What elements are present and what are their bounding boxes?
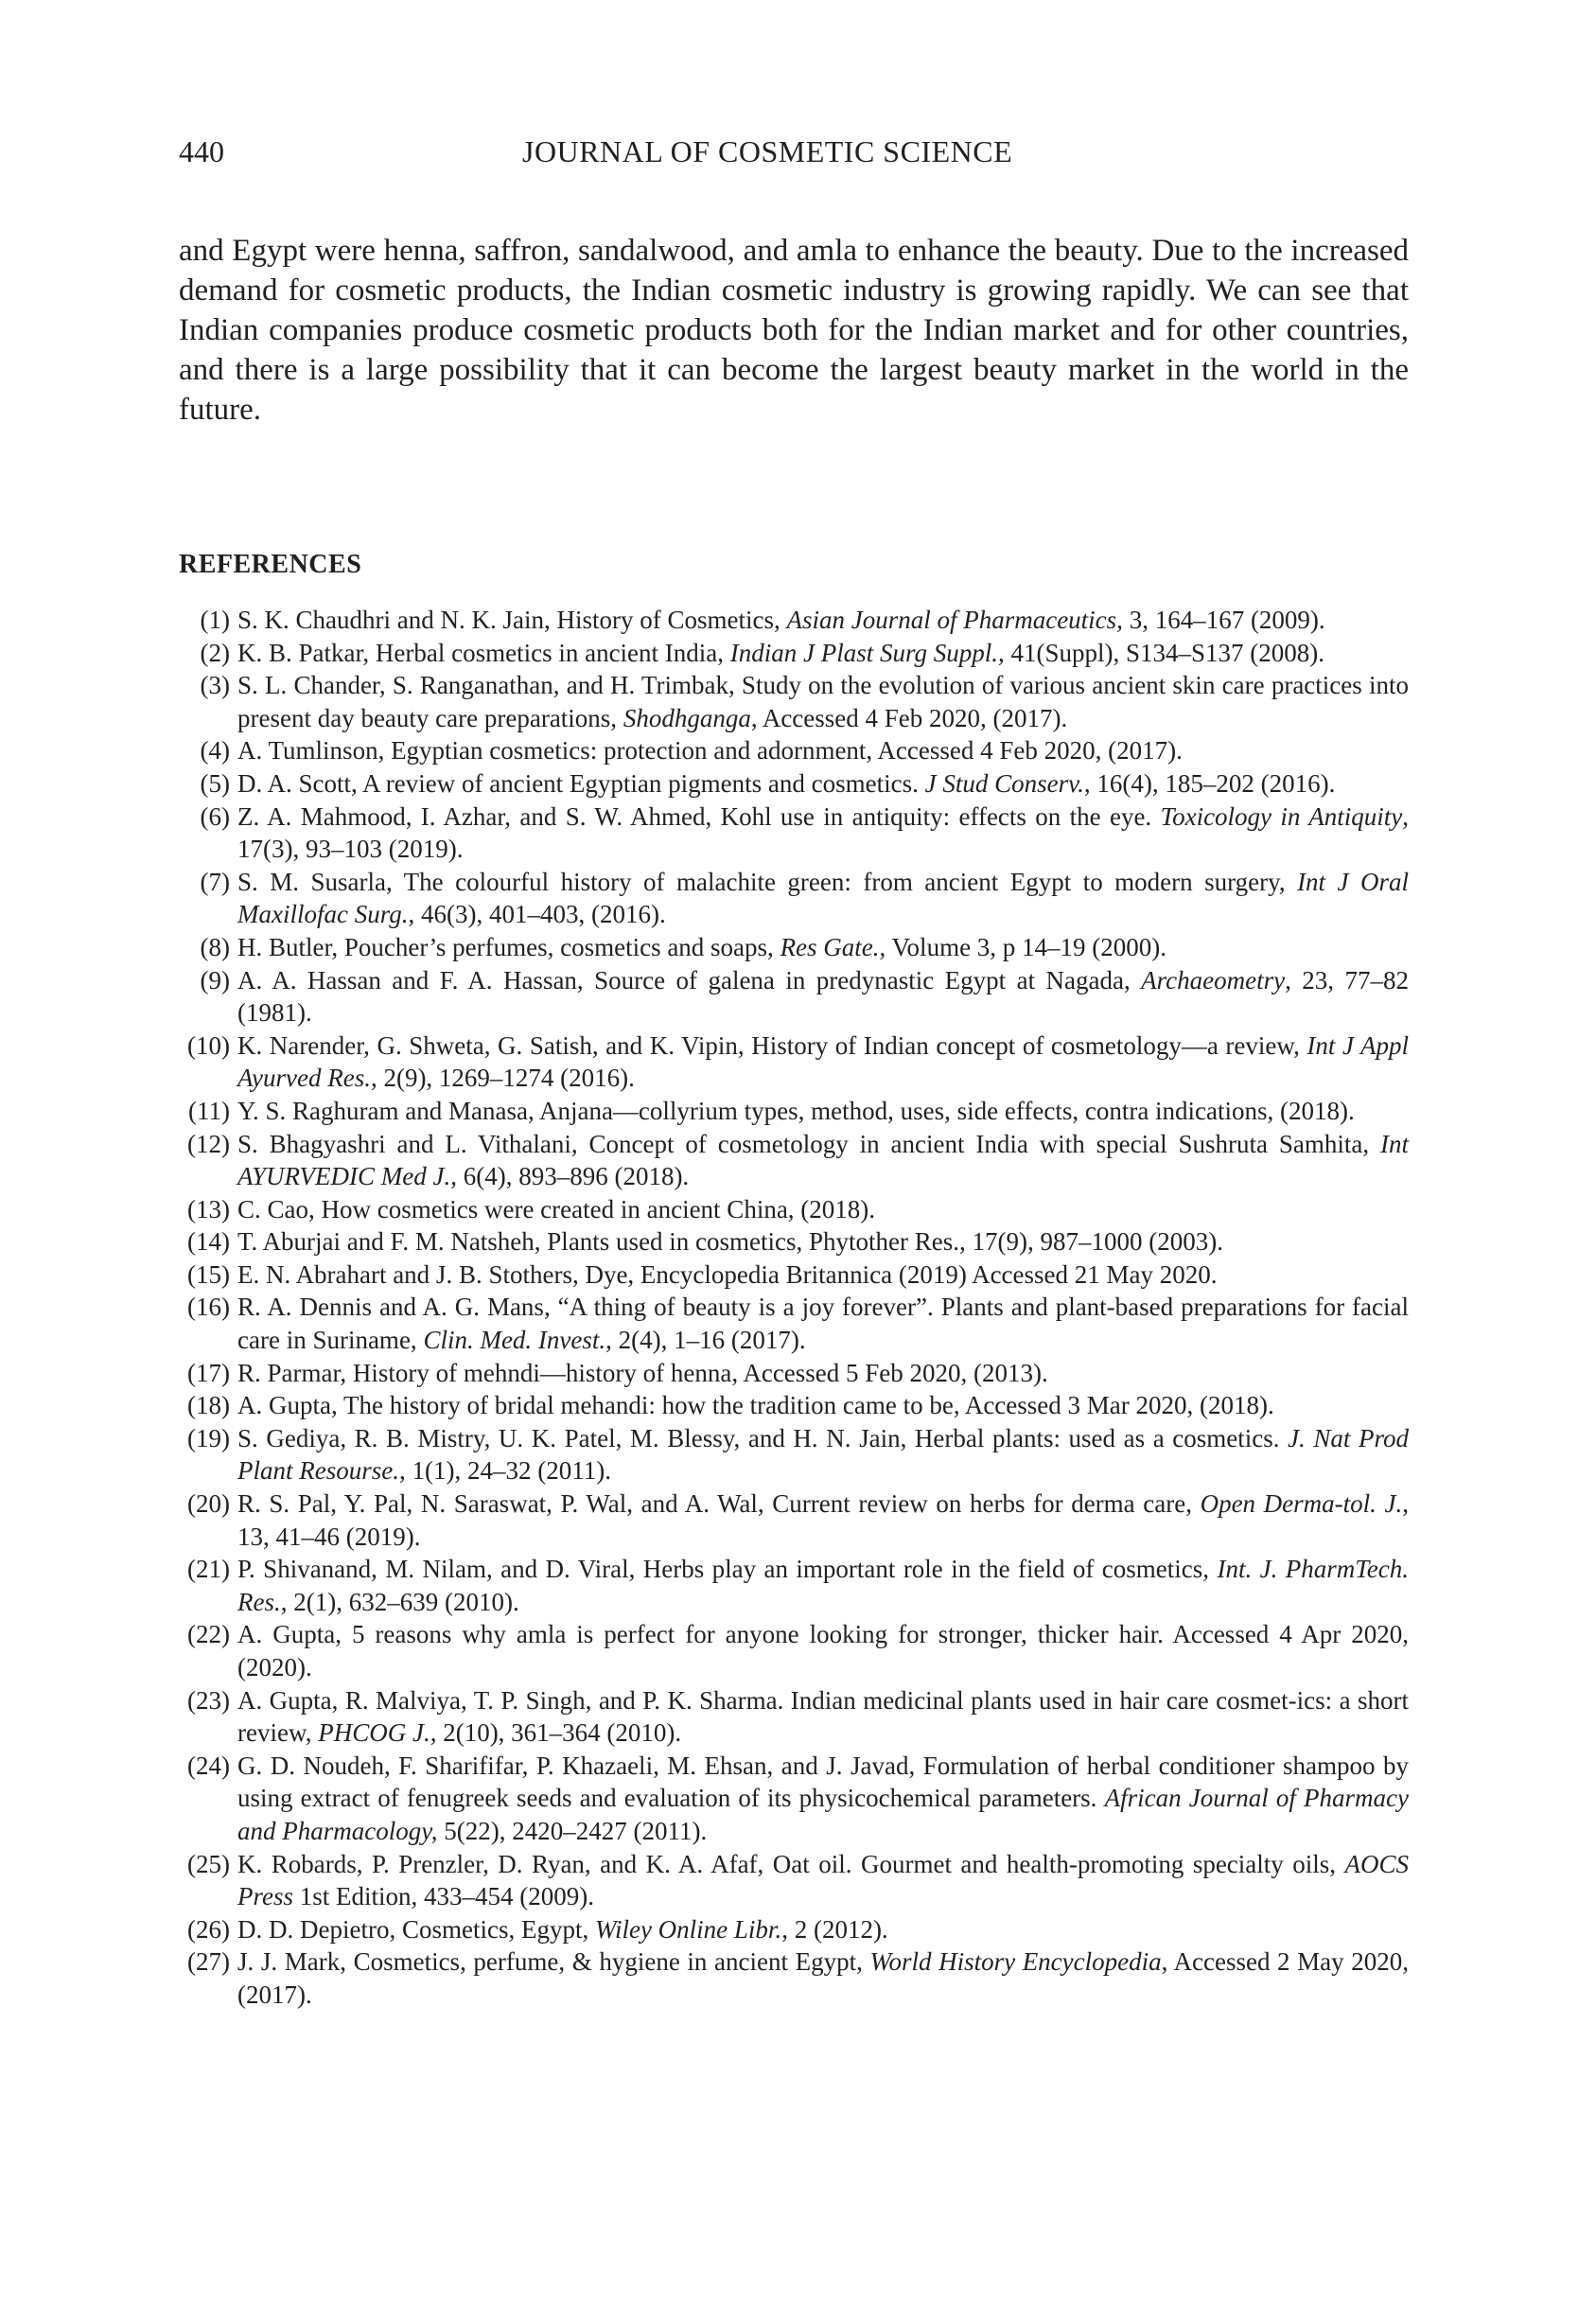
reference-source-title: AOCS Press [237, 1849, 1409, 1911]
journal-title: JOURNAL OF COSMETIC SCIENCE [522, 134, 1013, 168]
reference-text-segment: K. B. Patkar, Herbal cosmetics in ancient India, [237, 638, 730, 667]
reference-source-title: Open Derma-tol. J. [1200, 1489, 1403, 1519]
reference-text-segment: , 1(1), 24–32 (2011). [398, 1456, 611, 1486]
reference-source-title: Shodhganga [623, 703, 751, 732]
reference-text-segment: 5(22), 2420–2427 (2011). [437, 1816, 708, 1845]
reference-text-segment: H. Butler, Poucher’s perfumes, cosmetics and soaps, [237, 932, 780, 961]
reference-text-segment: T. Aburjai and F. M. Natsheh, Plants used in cosmetics, Phytother Res., 17(9), 987–1000 (2003). [237, 1227, 1223, 1257]
reference-text-segment: K. Robards, P. Prenzler, D. Ryan, and K. A. Afaf, Oat oil. Gourmet and health-promoting specialty oils, [237, 1849, 1345, 1878]
reference-item [179, 767, 1409, 801]
reference-text-segment: G. D. Noudeh, F. Sharififar, P. Khazaeli, M. Ehsan, and J. Javad, Formulation of herbal conditioner shampoo by using extract of fenugreek seeds and evaluation of its physicochemical parameters. [237, 1751, 1409, 1813]
reference-text [237, 1227, 1223, 1256]
reference-source-title: Wiley Online Libr. [594, 1914, 782, 1944]
reference-number: (15) [187, 1259, 230, 1289]
reference-source-title: Asian Journal of Pharmaceutics, [786, 606, 1123, 634]
reference-text-segment: , 2(4), 1–16 (2017). [605, 1326, 806, 1355]
reference-item [179, 1848, 1409, 1913]
reference-text [237, 1947, 1409, 2009]
reference-number: (6) [200, 801, 230, 831]
reference-text-segment: S. K. Chaudhri and N. K. Jain, History of Cosmetics, [237, 606, 787, 634]
reference-item [179, 669, 1409, 734]
reference-item [179, 801, 1409, 866]
reference-text-segment: K. Narender, G. Shweta, G. Satish, and K. Vipin, History of Indian concept of cosmetology—a review, [237, 1030, 1307, 1060]
reference-number: (1) [200, 606, 230, 634]
reference-text-segment: , 2(9), 1269–1274 (2016). [370, 1064, 635, 1093]
reference-source-title: Int. J. PharmTech. Res. [237, 1555, 1410, 1616]
reference-text [237, 1195, 875, 1223]
reference-number: (5) [200, 768, 230, 798]
reference-text [237, 1424, 1409, 1486]
reference-item [179, 1913, 1409, 1946]
reference-text-segment: , 2 (2012). [781, 1914, 888, 1944]
reference-text-segment: Y. S. Raghuram and Manasa, Anjana—collyrium types, method, uses, side effects, contra indications, (2018). [237, 1096, 1355, 1125]
reference-source-title: PHCOG J., [318, 1718, 437, 1748]
reference-text-segment: Z. A. Mahmood, I. Azhar, and S. W. Ahmed, Kohl use in antiquity: effects on the eye. [237, 801, 1161, 831]
body-paragraph: and Egypt were henna, saffron, sandalwood, and amla to enhance the beauty. Due to the increased demand for cosmetic products, the Indian cosmetic industry is growing rapidly. We can see that Indian companies produce cosmetic products both for the Indian market and for other countries, and there is a large possibility that it can become the largest beauty market in the world in the future. [179, 234, 1409, 427]
reference-text [237, 1359, 1048, 1387]
reference-number: (4) [200, 736, 230, 766]
reference-text-segment: D. D. Depietro, Cosmetics, Egypt, [237, 1914, 595, 1944]
reference-number: (9) [200, 965, 230, 995]
reference-text-segment: 6(4), 893–896 (2018). [456, 1162, 690, 1191]
reference-text-segment: J. J. Mark, Cosmetics, perfume, & hygiene in ancient Egypt, [237, 1947, 870, 1977]
reference-text-segment: , 16(4), 185–202 (2016). [1083, 768, 1336, 798]
reference-item [179, 1750, 1409, 1848]
reference-text-segment: S. Gediya, R. B. Mistry, U. K. Patel, M. Blessy, and H. N. Jain, Herbal plants: used as a cosmetics. [237, 1423, 1289, 1452]
reference-text [237, 1260, 1218, 1289]
reference-number: (3) [200, 671, 230, 700]
reference-text-segment: , 17(3), 93–103 (2019). [237, 801, 1409, 864]
reference-text-segment: S. Bhagyashri and L. Vithalani, Concept of cosmetology in ancient India with special Sushruta Samhita, [237, 1129, 1380, 1158]
reference-number: (18) [187, 1391, 230, 1420]
reference-text [237, 1850, 1409, 1911]
reference-text-segment: A. Gupta, The history of bridal mehandi: how the tradition came to be, Accessed 3 Mar 2020, (2018). [237, 1391, 1274, 1420]
reference-item [179, 1422, 1409, 1487]
reference-item [179, 734, 1409, 767]
reference-text-segment: E. N. Abrahart and J. B. Stothers, Dye, Encyclopedia Britannica (2019) Accessed 21 May 2020. [237, 1259, 1218, 1289]
reference-number: (17) [187, 1358, 230, 1387]
reference-item [179, 1684, 1409, 1750]
reference-number: (13) [187, 1194, 230, 1223]
reference-text [237, 639, 1324, 667]
reference-number: (20) [187, 1489, 230, 1519]
reference-number: (27) [187, 1947, 230, 1977]
running-head [179, 131, 1409, 172]
reference-text [237, 1915, 888, 1944]
reference-item [179, 1193, 1409, 1226]
reference-text-segment: 3, 164–167 (2009). [1122, 606, 1325, 634]
reference-text [237, 1293, 1409, 1354]
reference-item [179, 1618, 1409, 1683]
reference-text [237, 868, 1409, 929]
reference-source-title: Int J Oral Maxillofac Surg. [237, 867, 1409, 929]
reference-item [179, 1291, 1409, 1356]
reference-text-segment: R. S. Pal, Y. Pal, N. Saraswat, P. Wal, and A. Wal, Current review on herbs for derma care, [237, 1489, 1201, 1519]
reference-item [179, 931, 1409, 964]
reference-text-segment: A. A. Hassan and F. A. Hassan, Source of galena in predynastic Egypt at Nagada, [237, 965, 1142, 995]
reference-text-segment: , Accessed 4 Feb 2020, (2017). [750, 703, 1068, 732]
reference-number: (2) [200, 638, 230, 667]
reference-item [179, 1225, 1409, 1259]
reference-text [237, 1097, 1355, 1125]
reference-text-segment: A. Tumlinson, Egyptian cosmetics: protection and adornment, Accessed 4 Feb 2020, (2017). [237, 736, 1183, 766]
reference-source-title: J. Nat Prod Plant Resourse. [237, 1423, 1409, 1486]
reference-text [237, 671, 1409, 732]
reference-number: (7) [200, 867, 230, 896]
reference-text-segment: , 13, 41–46 (2019). [237, 1489, 1409, 1551]
reference-text-segment: R. A. Dennis and A. G. Mans, “A thing of beauty is a joy forever”. Plants and plant-based preparations for facial care in Suriname, [237, 1293, 1409, 1355]
reference-source-title: Toxicology in Antiquity [1160, 801, 1403, 831]
reference-list [179, 604, 1409, 2012]
reference-source-title: Int AYURVEDIC Med J., [237, 1129, 1409, 1191]
reference-item [179, 1487, 1409, 1553]
reference-number: (8) [200, 932, 230, 961]
reference-number: (16) [187, 1293, 230, 1322]
reference-item [179, 964, 1409, 1030]
reference-text-segment: S. M. Susarla, The colourful history of malachite green: from ancient Egypt to modern surgery, [237, 867, 1298, 896]
reference-text [237, 769, 1335, 798]
reference-text-segment: P. Shivanand, M. Nilam, and D. Viral, Herbs play an important role in the field of cosmetics, [237, 1555, 1218, 1584]
reference-source-title: African Journal of Pharmacy and Pharmacology, [237, 1784, 1409, 1845]
reference-item [179, 1095, 1409, 1128]
reference-number: (14) [187, 1227, 230, 1257]
reference-item [179, 1128, 1409, 1193]
reference-number: (19) [187, 1423, 230, 1452]
reference-text [237, 1031, 1409, 1093]
reference-text-segment: 2(10), 361–364 (2010). [436, 1718, 682, 1748]
reference-source-title: Int J Appl Ayurved Res. [237, 1030, 1410, 1093]
reference-text-segment: 1st Edition, 433–454 (2009). [293, 1882, 594, 1911]
reference-text-segment: , Accessed 2 May 2020, (2017). [237, 1947, 1410, 2009]
reference-text-segment: 41(Suppl), S134–S137 (2008). [1004, 638, 1325, 667]
reference-text-segment: C. Cao, How cosmetics were created in ancient China, (2018). [237, 1194, 876, 1223]
reference-number: (26) [187, 1914, 230, 1944]
reference-number: (11) [188, 1096, 230, 1125]
reference-number: (23) [187, 1685, 230, 1715]
reference-item [179, 637, 1409, 670]
reference-text [237, 1620, 1409, 1681]
reference-text [237, 933, 1166, 961]
reference-text-segment: , 2(1), 632–639 (2010). [280, 1587, 519, 1616]
reference-item [179, 604, 1409, 637]
reference-text-segment: R. Parmar, History of mehndi—history of henna, Accessed 5 Feb 2020, (2013). [237, 1358, 1048, 1387]
reference-item [179, 1259, 1409, 1292]
references-heading: REFERENCES [179, 550, 362, 579]
reference-text [237, 1752, 1409, 1845]
reference-item [179, 1357, 1409, 1390]
reference-text [237, 736, 1183, 765]
reference-number: (10) [187, 1030, 230, 1060]
reference-number: (22) [187, 1620, 230, 1649]
reference-number: (25) [187, 1849, 230, 1878]
reference-text [237, 1391, 1274, 1419]
reference-source-title: Archaeometry [1141, 965, 1286, 995]
reference-text-segment: A. Gupta, 5 reasons why amla is perfect for anyone looking for stronger, thicker hair. Accessed 4 Apr 2020, (2020). [237, 1620, 1409, 1681]
reference-number: (24) [187, 1751, 230, 1780]
reference-text-segment: , 46(3), 401–403, (2016). [408, 900, 666, 929]
reference-text-segment: , 23, 77–82 (1981). [237, 965, 1409, 1028]
reference-text [237, 606, 1325, 634]
reference-number: (12) [187, 1129, 230, 1158]
reference-number: (21) [187, 1555, 230, 1584]
reference-text [237, 1130, 1409, 1191]
reference-text [237, 1686, 1409, 1748]
reference-text [237, 966, 1409, 1028]
reference-text [237, 802, 1409, 864]
reference-source-title: J Stud Conserv. [924, 768, 1084, 798]
reference-source-title: Res Gate. [780, 932, 880, 961]
reference-item [179, 1389, 1409, 1422]
reference-item [179, 1030, 1409, 1095]
reference-text-segment: S. L. Chander, S. Ranganathan, and H. Trimbak, Study on the evolution of various ancient skin care practices into present day beauty care preparations, [237, 671, 1409, 732]
reference-item [179, 1945, 1409, 2011]
reference-item [179, 1553, 1409, 1618]
reference-text [237, 1555, 1409, 1616]
reference-item [179, 866, 1409, 931]
reference-source-title: Indian J Plast Surg Suppl., [729, 638, 1005, 667]
reference-source-title: World History Encyclopedia [869, 1947, 1162, 1977]
page-number: 440 [179, 134, 224, 168]
reference-text-segment: D. A. Scott, A review of ancient Egyptian pigments and cosmetics. [237, 768, 925, 798]
reference-source-title: Clin. Med. Invest. [423, 1326, 606, 1355]
reference-text [237, 1489, 1409, 1551]
reference-text-segment: A. Gupta, R. Malviya, T. P. Singh, and P. K. Sharma. Indian medicinal plants used in hair care cosmet-ics: a short review, [237, 1685, 1409, 1748]
reference-text-segment: , Volume 3, p 14–19 (2000). [879, 932, 1167, 961]
